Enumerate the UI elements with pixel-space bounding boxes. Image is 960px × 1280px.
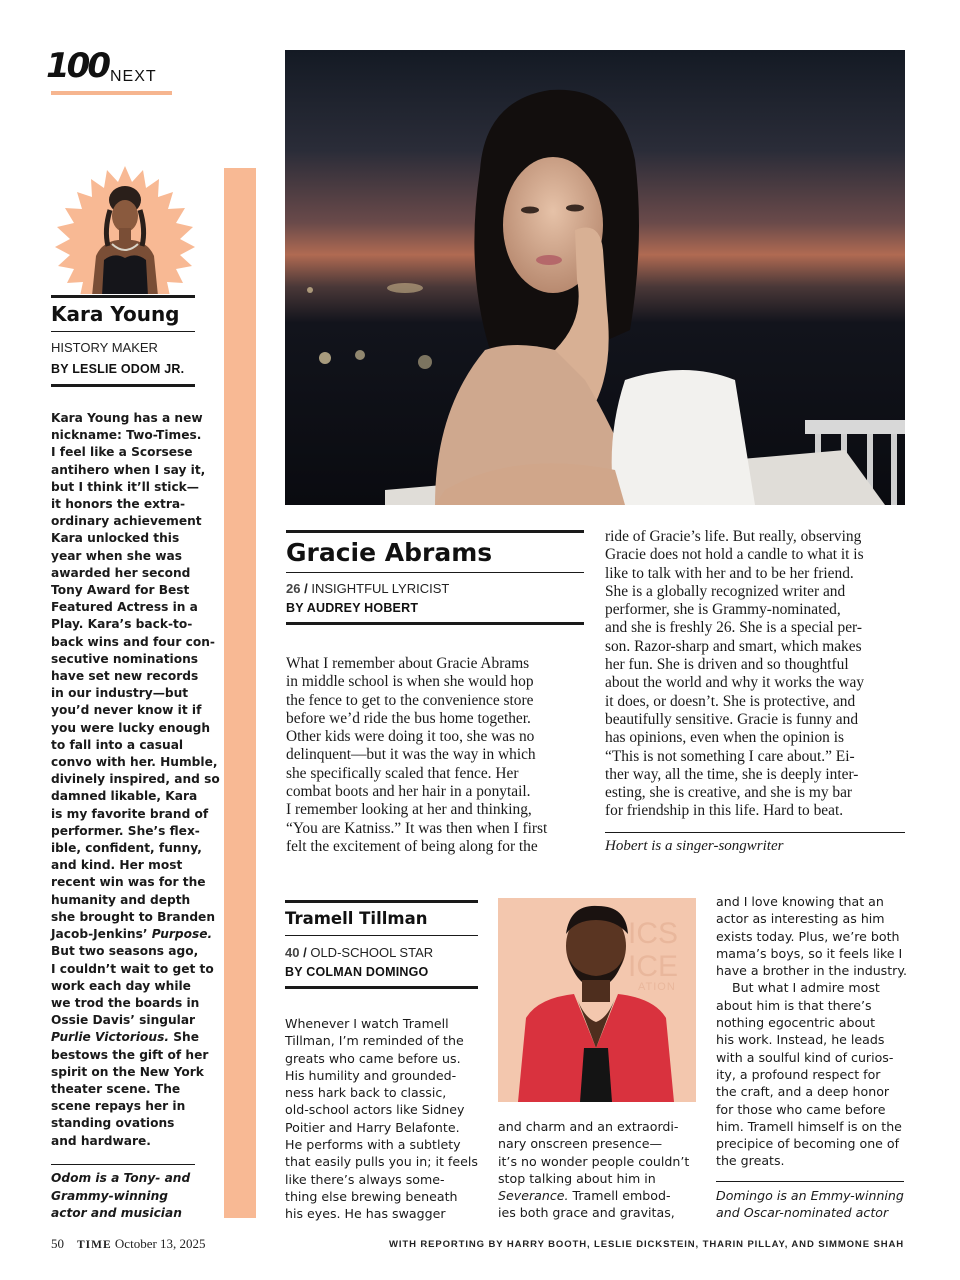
kara-body-line: we trod the boards in — [51, 995, 200, 1010]
tramell-body-line: the craft, and a deep honor — [716, 1084, 890, 1100]
tramell-body-line: greats who came before us. — [285, 1050, 461, 1066]
gracie-age: 26 — [286, 581, 301, 596]
kara-body-line: spirit on the New York — [51, 1064, 204, 1079]
gracie-body-line: esting, she is creative, and she is my bar — [605, 784, 853, 802]
kara-bottom-rule — [51, 384, 195, 387]
kara-body-line: but I think it’ll stick— — [51, 479, 199, 494]
tramell-body-line: nary onscreen presence— — [498, 1136, 663, 1152]
kara-body-line: Kara Young has a new — [51, 411, 203, 425]
tramell-name: Tramell Tillman — [285, 909, 428, 928]
kara-body-line: humanity and depth — [51, 892, 191, 907]
gracie-body-line: She is a globally recognized writer and — [605, 582, 846, 600]
kara-body-line: damned likable, Kara — [51, 789, 198, 804]
tramell-body-line: stop talking about him in — [498, 1170, 656, 1186]
backdrop-text-1: ICS — [628, 917, 679, 950]
tramell-body-line: old-school actors like Sidney — [285, 1102, 465, 1118]
kara-body-line: Purlie Victorious. She — [51, 1030, 199, 1045]
kara-body-line: back wins and four con- — [51, 634, 215, 649]
kara-top-rule — [51, 295, 195, 298]
tramell-body-line: the greats. — [716, 1153, 785, 1169]
gracie-body-line: she specifically scaled that fence. Her — [286, 764, 519, 782]
tramell-body-line: and charm and an extraordi- — [498, 1119, 679, 1134]
kara-body-line: I feel like a Scorsese — [51, 445, 193, 460]
issue-date: October 13, 2025 — [114, 1236, 206, 1251]
gracie-category: INSIGHTFUL LYRICIST — [311, 581, 450, 596]
gracie-credit: Hobert is a singer-songwriter — [605, 838, 784, 854]
tramell-body-line: mama’s boys, so it feels like I — [716, 945, 903, 961]
tramell-age: 40 — [285, 945, 300, 960]
gracie-credit-rule — [605, 832, 905, 833]
tramell-name-rule — [285, 935, 478, 936]
kara-body-line: she brought to Branden — [51, 909, 216, 924]
gracie-meta: 26 / INSIGHTFUL LYRICIST — [286, 581, 450, 596]
gracie-body-line: son. Razor-sharp and smart, which makes — [605, 637, 862, 655]
tramell-body-line: Tillman, I’m reminded of the — [285, 1033, 464, 1049]
tramell-meta: 40 / OLD-SCHOOL STAR — [285, 945, 434, 960]
tramell-body-line: He performs with a subtlety — [285, 1137, 461, 1153]
tramell-body-line: for those who came before — [716, 1101, 886, 1117]
kara-body-line: ible, confident, funny, — [51, 841, 202, 856]
kara-body-line: you were lucky enough — [51, 720, 211, 735]
gracie-abrams-photo — [285, 50, 905, 505]
magazine-name: TIME — [77, 1239, 112, 1251]
kara-body-line: ordinary achievement — [51, 514, 202, 529]
kara-body-line: standing ovations — [51, 1116, 175, 1131]
tramell-body-line: his eyes. He has swagger — [285, 1206, 446, 1222]
gracie-body-line: and she is freshly 26. She is a special per- — [605, 619, 862, 637]
gracie-body-line: ride of Gracie’s life. But really, observing — [605, 528, 862, 545]
tramell-top-rule — [285, 900, 478, 903]
tramell-body-line: that easily pulls you in; it feels — [285, 1154, 478, 1170]
kara-credit-rule — [51, 1164, 195, 1165]
page-footer-left — [51, 1236, 206, 1252]
logo-number: 100 — [46, 46, 108, 86]
gracie-body-line: the fence to get to the convenience store — [286, 691, 534, 709]
tramell-body-col2 — [498, 1118, 703, 1222]
kara-body-line: and kind. Her most — [51, 858, 183, 873]
kara-body-line: have set new records — [51, 669, 199, 684]
gracie-body-line: before we’d ride the bus home together. — [286, 709, 531, 727]
kara-body-line: year when she was — [51, 548, 182, 563]
gracie-top-rule — [286, 530, 584, 533]
kara-credit — [51, 1170, 223, 1223]
accent-column-bar — [224, 168, 256, 1218]
page-number: 50 — [51, 1236, 64, 1251]
tramell-category: OLD-SCHOOL STAR — [310, 945, 434, 960]
gracie-body-col1 — [286, 655, 596, 856]
kara-body-line: recent win was for the — [51, 875, 206, 890]
kara-body — [51, 410, 223, 1150]
gracie-body-line: it does, or doesn’t. She is protective, and — [605, 692, 856, 710]
tramell-body-line: about him is that there’s — [716, 997, 872, 1013]
tramell-body-line: Whenever I watch Tramell — [285, 1016, 449, 1031]
gracie-body-line: What I remember about Gracie Abrams — [286, 655, 530, 672]
kara-body-line: bestows the gift of her — [51, 1047, 209, 1062]
tramell-body-line: But what I admire most — [716, 980, 880, 996]
gracie-bottom-rule — [286, 622, 584, 625]
kara-body-line: in our industry—but — [51, 686, 189, 701]
time100-next-logo — [46, 46, 176, 98]
gracie-body-line: felt the excitement of being along for the — [286, 837, 538, 855]
tramell-body-col3 — [716, 893, 916, 1170]
kara-body-line: Play. Kara’s back-to- — [51, 617, 193, 632]
gracie-body-line: performer, she is Grammy-nominated, — [605, 601, 841, 619]
tramell-body-line: actor as interesting as him — [716, 911, 885, 927]
gracie-body-line: Gracie does not hold a candle to what it is — [605, 546, 864, 564]
tramell-body-line: nothing egocentric about — [716, 1015, 876, 1031]
tramell-body-line: Poitier and Harry Belafonte. — [285, 1119, 460, 1135]
kara-body-line: awarded her second — [51, 565, 191, 580]
kara-body-line: antihero when I say it, — [51, 462, 206, 477]
kara-category: HISTORY MAKER — [51, 340, 158, 355]
gracie-body-line: I remember looking at her and thinking, — [286, 801, 532, 819]
kara-body-line: performer. She’s flex- — [51, 823, 200, 838]
kara-body-line: convo with her. Humble, — [51, 755, 218, 770]
tramell-credit — [716, 1187, 916, 1222]
tramell-body-line: have a brother in the industry. — [716, 963, 908, 979]
tramell-tillman-photo — [498, 898, 696, 1102]
gracie-body-line: beautifully sensitive. Gracie is funny and — [605, 710, 859, 728]
tramell-credit-line: and Oscar-nominated actor — [716, 1205, 889, 1221]
tramell-bottom-rule — [285, 986, 478, 989]
kara-body-line: divinely inspired, and so — [51, 772, 220, 787]
kara-body-line: Ossie Davis’ singular — [51, 1013, 196, 1028]
kara-name: Kara Young — [51, 302, 180, 326]
gracie-body-line: in middle school is when she would hop — [286, 673, 534, 691]
kara-body-line: secutive nominations — [51, 651, 199, 666]
gracie-name-rule — [286, 572, 584, 573]
kara-body-line: Kara unlocked this — [51, 531, 180, 546]
kara-credit-line: actor and musician — [51, 1206, 182, 1220]
backdrop-text-3: ATION — [638, 981, 676, 993]
kara-body-line: is my favorite brand of — [51, 806, 209, 821]
tramell-body-line: his work. Instead, he leads — [716, 1032, 885, 1048]
gracie-body-line: has opinions, even when the opinion is — [605, 729, 844, 747]
gracie-body-line: like to talk with her and to be her friend. — [605, 564, 854, 582]
tramell-body-line: Severance. Tramell embod- — [498, 1188, 671, 1204]
tramell-body-line: precipice of becoming one of — [716, 1136, 900, 1152]
tramell-body-line: exists today. Plus, we’re both — [716, 928, 900, 944]
kara-body-line: nickname: Two-Times. — [51, 428, 202, 443]
kara-body-line: scene repays her in — [51, 1099, 186, 1114]
tramell-byline: BY COLMAN DOMINGO — [285, 965, 429, 979]
kara-body-line: I couldn’t wait to get to — [51, 961, 214, 976]
gracie-body-line: about the world and why it works the way — [605, 674, 865, 692]
gracie-body-line: “You are Katniss.” It was then when I first — [286, 819, 548, 837]
gracie-name: Gracie Abrams — [286, 538, 493, 567]
tramell-credit-rule — [716, 1181, 904, 1182]
kara-body-line: and hardware. — [51, 1133, 151, 1148]
kara-credit-line: Odom is a Tony- and — [51, 1171, 191, 1185]
kara-body-line: it honors the extra- — [51, 497, 186, 512]
backdrop-text-2: ICE — [628, 950, 679, 983]
tramell-body-col1 — [285, 1015, 490, 1223]
kara-body-line: work each day while — [51, 978, 191, 993]
gracie-byline: BY AUDREY HOBERT — [286, 601, 419, 615]
tramell-body-line: him. Tramell himself is on the — [716, 1118, 902, 1134]
kara-name-rule — [51, 331, 195, 332]
tramell-body-line: with a soulful kind of curios- — [716, 1049, 894, 1065]
kara-body-line: theater scene. The — [51, 1081, 181, 1096]
kara-body-line: to fall into a casual — [51, 737, 184, 752]
kara-body-line: Tony Award for Best — [51, 583, 190, 598]
tramell-body-line: ies both grace and gravitas, — [498, 1205, 675, 1221]
kara-body-line: But two seasons ago, — [51, 944, 199, 959]
gracie-body-line: delinquent—but it was the way in which — [286, 746, 536, 764]
gracie-body-line: Other kids were doing it too, she was no — [286, 728, 535, 746]
gracie-body-line: “This is not something I care about.” Ei- — [605, 747, 855, 765]
kara-body-line: Jacob-Jenkins’ Purpose. — [51, 927, 213, 942]
tramell-body-line: it’s no wonder people couldn’t — [498, 1153, 690, 1169]
gracie-body-line: ther way, all the time, she is deeply inter- — [605, 765, 859, 783]
tramell-body-line: like there’s always some- — [285, 1171, 445, 1187]
tramell-credit-line: Domingo is an Emmy-winning — [716, 1188, 904, 1203]
logo-word: NEXT — [110, 68, 157, 85]
tramell-body-line: ness hark back to classic, — [285, 1085, 447, 1101]
gracie-body-line: her fun. She is driven and so thoughtful — [605, 656, 849, 674]
tramell-body-line: ity, a profound respect for — [716, 1066, 881, 1082]
kara-byline: BY LESLIE ODOM JR. — [51, 362, 185, 376]
reporting-credits: WITH REPORTING BY HARRY BOOTH, LESLIE DICKSTEIN, THARIN PILLAY, AND SIMMONE SHAH — [388, 1239, 904, 1250]
kara-body-line: you’d never know it if — [51, 703, 202, 718]
tramell-body-line: and I love knowing that an — [716, 894, 884, 909]
kara-body-line: Featured Actress in a — [51, 600, 198, 615]
logo-underline — [51, 91, 172, 95]
tramell-body-line: thing else brewing beneath — [285, 1188, 458, 1204]
tramell-body-line: His humility and grounded- — [285, 1067, 457, 1083]
gracie-body-col2 — [605, 528, 915, 821]
kara-credit-line: Grammy-winning — [51, 1188, 169, 1203]
kara-young-portrait — [42, 160, 208, 296]
gracie-body-line: combat boots and her hair in a ponytail. — [286, 783, 531, 801]
gracie-body-line: for friendship in this life. Hard to beat. — [605, 802, 844, 820]
